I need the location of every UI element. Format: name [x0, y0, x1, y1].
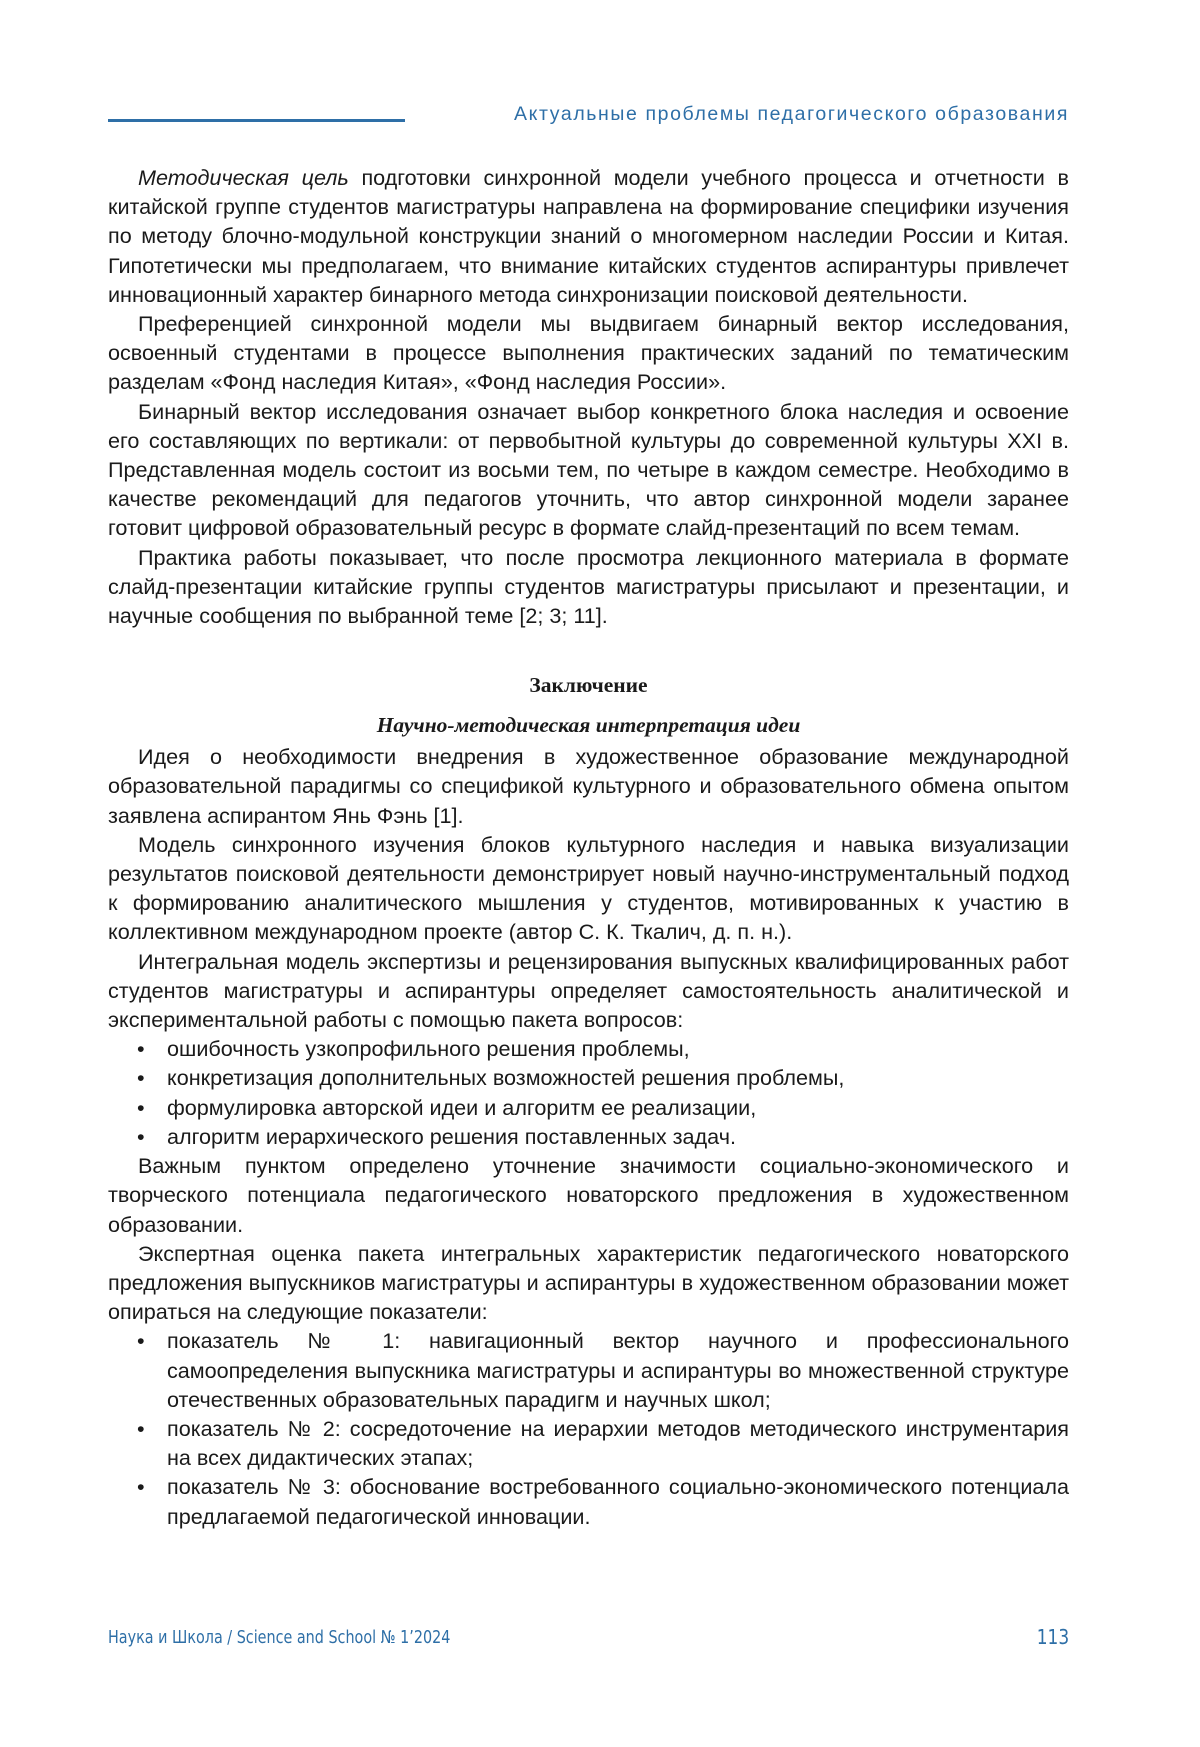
- paragraph-text: подготовки синхронной модели учебного процесса и отчетности в китайской группе студентов магистратуры направлена на формирование специфики изучения по методу блочно-модульной конструкции знаний о многомерном наследии России и Китая. Гипотетически мы предполагаем, что внимание китайских студентов аспирантуры привлечет инновационный характер бинарного метода синхронизации поисковой деятельности.: [108, 165, 1070, 307]
- paragraph: Преференцией синхронной модели мы выдвигаем бинарный вектор исследования, освоенный студентами в процессе выполнения практических заданий по тематическим разделам «Фонд наследия Китая», «Фонд наследия России».: [108, 311, 1069, 395]
- footer-journal: Наука и Школа / Science and School № 1’2024: [108, 1628, 451, 1648]
- list-item: • ошибочность узкопрофильного решения проблемы,: [108, 1034, 1069, 1063]
- paragraph: Практика работы показывает, что после просмотра лекционного материала в формате слайд-презентации китайские группы студентов магистратуры присылают и презентации, и научные сообщения по выбранной теме [2; 3; 11].: [108, 544, 1069, 629]
- paragraph: [108, 163, 1069, 309]
- italic-lead: Методическая цель: [138, 165, 349, 190]
- paragraph: Интегральная модель экспертизы и рецензирования выпускных квалифицированных работ студентов магистратуры и аспирантуры определяет самостоятельность аналитической и экспериментальной работы с помощью пакета вопросов:: [108, 948, 1069, 1033]
- list-item: • формулировка авторской идеи и алгоритм ее реализации,: [108, 1093, 1069, 1122]
- header-title: Актуальные проблемы педагогического образования: [514, 103, 1069, 125]
- article-body: [108, 163, 1069, 1531]
- section-subtitle: Научно-методическая интерпретация идеи: [376, 713, 801, 738]
- paragraph: Модель синхронного изучения блоков культурного наследия и навыка визуализации результатов поисковой деятельности демонстрирует новый научно-инструментальный подход к формированию аналитического мышления у студентов, мотивированных к участию в коллективном международном проекте (автор С. К. Ткалич, д. п. н.).: [108, 831, 1069, 945]
- page-number: 113: [1036, 1625, 1069, 1649]
- running-header: [108, 100, 1069, 130]
- paragraph: Идея о необходимости внедрения в художественное образование международной образовательной парадигмы со спецификой культурного и образовательного обмена опытом заявлена аспирантом Янь Фэнь [1].: [108, 744, 1069, 828]
- paragraph: Экспертная оценка пакета интегральных характеристик педагогического новаторского предложения выпускников магистратуры и аспирантуры в художественном образовании может опираться на следующие показатели:: [108, 1240, 1069, 1325]
- question-list: [108, 1034, 1069, 1151]
- header-rule: [108, 119, 405, 122]
- list-item: • показатель № 1: навигационный вектор научного и профессионального самоопределения выпускника магистратуры и аспирантуры во множественной структуре отечественных образовательных парадигм и научных школ;: [108, 1326, 1069, 1414]
- paragraph: Важным пунктом определено уточнение значимости социально-экономического и творческого потенциала педагогического новаторского предложения в художественном образовании.: [108, 1153, 1069, 1237]
- indicator-list: [108, 1326, 1069, 1530]
- list-item: • показатель № 3: обоснование востребованного социально-экономического потенциала предлагаемой педагогической инновации.: [108, 1472, 1069, 1530]
- list-item: • алгоритм иерархического решения поставленных задач.: [108, 1122, 1069, 1151]
- section-title: Заключение: [529, 673, 648, 698]
- paragraph: Бинарный вектор исследования означает выбор конкретного блока наследия и освоение его составляющих по вертикали: от первобытной культуры до современной культуры XXI в. Представленная модель состоит из восьми тем, по четыре в каждом семестре. Необходимо в качестве рекомендаций для педагогов уточнить, что автор синхронной модели заранее готовит цифровой образовательный ресурс в формате слайд-презентаций по всем темам.: [108, 398, 1069, 541]
- list-item: • конкретизация дополнительных возможностей решения проблемы,: [108, 1063, 1069, 1092]
- list-item: • показатель № 2: сосредоточение на иерархии методов методического инструментария на всех дидактических этапах;: [108, 1414, 1069, 1472]
